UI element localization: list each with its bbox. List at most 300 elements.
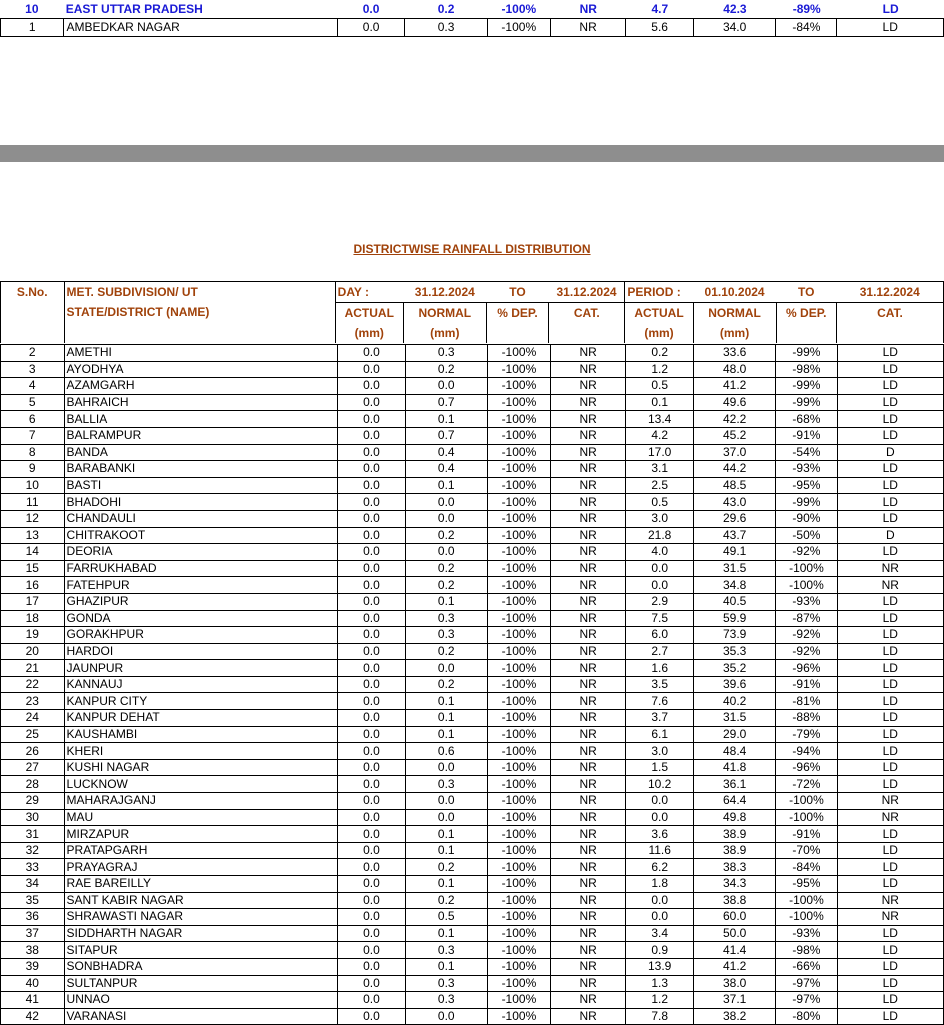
day-actual-cell: 0.0 [338, 892, 406, 909]
name-cell: BALRAMPUR [64, 427, 338, 444]
day-dep-cell: -100% [487, 992, 550, 1009]
day-dep-cell: -100% [487, 510, 550, 527]
day-normal-cell: 0.3 [405, 627, 487, 644]
day-normal-cell: 0.0 [405, 378, 487, 395]
sno-cell: 28 [1, 776, 65, 793]
period-dep-cell: -80% [776, 1008, 837, 1025]
day-dep-cell: -100% [487, 444, 550, 461]
day-cat-cell: NR [550, 19, 625, 37]
period-normal-cell: 40.2 [694, 693, 776, 710]
day-cat-cell: NR [551, 527, 626, 544]
day-dep-cell: -100% [487, 643, 550, 660]
period-normal-cell: 44.2 [694, 461, 776, 478]
period-cat-cell: LD [837, 992, 943, 1009]
period-normal-cell: 48.5 [694, 477, 776, 494]
period-dep-cell: -100% [776, 793, 837, 810]
sno-cell: 37 [1, 925, 65, 942]
period-actual-cell: 11.6 [626, 842, 694, 859]
period-cat-cell: NR [837, 892, 943, 909]
period-cat-cell: LD [837, 958, 943, 975]
name-cell: SITAPUR [64, 942, 338, 959]
period-cat-cell: LD [837, 477, 943, 494]
name-cell: PRATAPGARH [64, 842, 338, 859]
day-normal-cell: 0.2 [405, 859, 487, 876]
period-actual-cell: 0.9 [626, 942, 694, 959]
period-dep-cell: -90% [776, 510, 837, 527]
day-actual-cell: 0.0 [338, 726, 406, 743]
period-actual-cell: 7.6 [626, 693, 694, 710]
day-normal-cell: 0.1 [405, 593, 487, 610]
day-dep-cell: -100% [487, 477, 550, 494]
day-cat-cell: NR [551, 660, 626, 677]
table-row [1, 427, 944, 444]
day-cat-cell: NR [551, 510, 626, 527]
day-cat-cell: NR [551, 759, 626, 776]
name-cell: BAHRAICH [64, 394, 338, 411]
first-district-table [0, 18, 944, 37]
table-row [1, 361, 944, 378]
period-normal-cell: 50.0 [694, 925, 776, 942]
period-dep-cell: -94% [776, 743, 837, 760]
day-cat-cell: NR [551, 627, 626, 644]
day-actual-cell: 0.0 [338, 394, 406, 411]
sno-cell: 15 [1, 560, 65, 577]
day-dep-cell: -100% [487, 876, 550, 893]
period-normal-cell: 34.0 [693, 19, 775, 37]
period-cat-cell: LD [837, 494, 943, 511]
day-cat-cell: NR [551, 942, 626, 959]
table-row [1, 876, 944, 893]
page-title: DISTRICTWISE RAINFALL DISTRIBUTION [353, 242, 591, 256]
name-cell: AYODHYA [64, 361, 338, 378]
period-normal-cell: 31.5 [694, 710, 776, 727]
day-cat-cell: NR [551, 776, 626, 793]
name-cell: PRAYAGRAJ [64, 859, 338, 876]
header-dep-2: % DEP. [776, 303, 836, 324]
table-row [1, 610, 944, 627]
day-normal-cell: 0.3 [405, 776, 487, 793]
day-cat-cell: NR [551, 859, 626, 876]
sno-cell: 38 [1, 942, 65, 959]
period-dep-cell: -93% [776, 925, 837, 942]
period-dep-cell: -72% [776, 776, 837, 793]
day-dep-cell: -100% [487, 710, 550, 727]
sno-cell: 8 [1, 444, 65, 461]
day-cat-cell: NR [551, 876, 626, 893]
period-cat-cell: LD [837, 942, 943, 959]
day-actual-cell: 0.0 [338, 809, 406, 826]
sno-cell: 40 [1, 975, 65, 992]
period-cat-cell: LD [837, 776, 943, 793]
sno-cell: 13 [1, 527, 65, 544]
name-cell: BANDA [64, 444, 338, 461]
period-normal-cell: 41.2 [694, 378, 776, 395]
table-row [1, 560, 944, 577]
header-dep-1: % DEP. [486, 303, 548, 324]
period-normal-cell: 38.8 [694, 892, 776, 909]
table-row [1, 660, 944, 677]
table-row [1, 461, 944, 478]
name-cell: LUCKNOW [64, 776, 338, 793]
header-actual-1: ACTUAL [335, 303, 403, 324]
sno-cell: 4 [1, 378, 65, 395]
header-cat-2: CAT. [837, 303, 944, 324]
day-cat-cell: NR [551, 826, 626, 843]
period-dep-cell: -96% [776, 759, 837, 776]
period-cat-cell: LD [837, 361, 943, 378]
header-blank [549, 323, 625, 343]
sno-cell: 33 [1, 859, 65, 876]
subdivision-row-table [0, 0, 944, 18]
day-normal-cell: 0.1 [405, 826, 487, 843]
table-row [1, 826, 944, 843]
table-row [1, 925, 944, 942]
period-dep-cell: -87% [776, 610, 837, 627]
sno-cell: 34 [1, 876, 65, 893]
day-actual-cell: 0.0 [338, 610, 406, 627]
period-cat-cell: LD [837, 842, 943, 859]
period-cat-cell: LD [837, 427, 943, 444]
day-dep-cell: -100% [501, 1, 537, 16]
day-cat-cell: NR [551, 444, 626, 461]
name-cell: GHAZIPUR [64, 593, 338, 610]
period-actual-cell: 0.5 [626, 494, 694, 511]
name-cell: HARDOI [64, 643, 338, 660]
day-dep-cell: -100% [487, 660, 550, 677]
day-normal-cell: 0.1 [405, 710, 487, 727]
table-row [1, 676, 944, 693]
table-row [1, 378, 944, 395]
day-cat-cell: NR [551, 975, 626, 992]
period-normal-cell: 39.6 [694, 676, 776, 693]
sno-cell: 2 [1, 345, 65, 362]
period-actual-cell: 1.8 [626, 876, 694, 893]
period-dep-cell: -92% [776, 627, 837, 644]
day-actual-cell: 0.0 [338, 627, 406, 644]
table-row [1, 793, 944, 810]
period-normal-cell: 48.4 [694, 743, 776, 760]
day-dep-cell: -100% [487, 1008, 550, 1025]
day-cat-cell: NR [551, 361, 626, 378]
header-day-to: 31.12.2024 [549, 282, 625, 303]
day-actual-cell: 0.0 [338, 992, 406, 1009]
day-normal-cell: 0.3 [405, 610, 487, 627]
period-actual-cell: 3.1 [626, 461, 694, 478]
period-dep-cell: -93% [776, 461, 837, 478]
name-cell: AMBEDKAR NAGAR [64, 19, 337, 37]
sno-cell: 24 [1, 710, 65, 727]
sno-cell: 5 [1, 394, 65, 411]
period-normal-cell: 64.4 [694, 793, 776, 810]
day-cat-cell: NR [551, 427, 626, 444]
period-actual-cell: 0.0 [626, 560, 694, 577]
period-cat-cell: NR [837, 793, 943, 810]
day-actual-cell: 0.0 [338, 975, 406, 992]
period-cat-cell: LD [837, 411, 943, 428]
name-cell: BALLIA [64, 411, 338, 428]
period-dep-cell: -96% [776, 660, 837, 677]
sno-cell: 10 [1, 477, 65, 494]
day-actual-cell: 0.0 [338, 759, 406, 776]
day-actual-cell: 0.0 [338, 660, 406, 677]
table-header [0, 281, 944, 343]
period-dep-cell: -98% [776, 942, 837, 959]
period-cat-cell: D [837, 444, 943, 461]
period-dep-cell: -100% [776, 892, 837, 909]
table-row [1, 842, 944, 859]
period-normal-cell: 33.6 [694, 345, 776, 362]
period-actual-cell: 1.5 [626, 759, 694, 776]
period-normal-cell: 49.1 [694, 544, 776, 561]
table-row [1, 909, 944, 926]
period-dep-cell: -99% [776, 345, 837, 362]
period-normal-cell: 41.8 [694, 759, 776, 776]
table-row [1, 1008, 944, 1025]
period-dep-cell: -91% [776, 427, 837, 444]
period-actual-cell: 1.2 [626, 992, 694, 1009]
period-dep-cell: -97% [776, 992, 837, 1009]
period-actual-cell: 0.0 [626, 892, 694, 909]
table-row [1, 19, 944, 37]
period-normal-cell: 59.9 [694, 610, 776, 627]
day-actual-cell: 0.0 [338, 793, 406, 810]
sno-cell: 10 [25, 1, 39, 16]
day-dep-cell: -100% [487, 892, 550, 909]
name-cell: SIDDHARTH NAGAR [64, 925, 338, 942]
day-dep-cell: -100% [487, 544, 550, 561]
day-cat-cell: NR [551, 809, 626, 826]
sno-cell: 20 [1, 643, 65, 660]
name-cell: KANNAUJ [64, 676, 338, 693]
period-actual-cell: 2.9 [626, 593, 694, 610]
day-actual-cell: 0.0 [338, 743, 406, 760]
day-normal-cell: 0.1 [405, 958, 487, 975]
header-period-from: 01.10.2024 [693, 282, 776, 303]
day-dep-cell: -100% [487, 726, 550, 743]
name-cell: DEORIA [64, 544, 338, 561]
period-actual-cell: 0.0 [626, 809, 694, 826]
period-dep-cell: -98% [776, 361, 837, 378]
period-cat-cell: LD [837, 726, 943, 743]
header-mm-4: (mm) [693, 323, 776, 343]
day-dep-cell: -100% [487, 942, 550, 959]
sno-cell: 31 [1, 826, 65, 843]
table-row [1, 809, 944, 826]
day-dep-cell: -100% [487, 593, 550, 610]
period-actual-cell: 4.7 [651, 1, 669, 16]
day-normal-cell: 0.2 [405, 527, 487, 544]
sno-cell: 16 [1, 577, 65, 594]
period-dep-cell: -95% [776, 876, 837, 893]
header-blank [776, 323, 836, 343]
day-actual-cell: 0.0 [338, 444, 406, 461]
period-actual-cell: 3.0 [626, 743, 694, 760]
day-cat-cell: NR [551, 494, 626, 511]
period-normal-cell: 38.9 [694, 826, 776, 843]
day-normal-cell: 0.6 [405, 743, 487, 760]
table-row [1, 776, 944, 793]
header-sno: S.No. [1, 282, 65, 303]
day-dep-cell: -100% [487, 975, 550, 992]
period-dep-cell: -93% [776, 593, 837, 610]
sno-cell: 12 [1, 510, 65, 527]
day-cat-cell: NR [551, 544, 626, 561]
period-normal-cell: 35.2 [694, 660, 776, 677]
table-row [1, 859, 944, 876]
header-mm-2: (mm) [403, 323, 486, 343]
day-normal-cell: 0.3 [405, 975, 487, 992]
day-actual-cell: 0.0 [338, 776, 406, 793]
period-normal-cell: 37.0 [694, 444, 776, 461]
day-actual-cell: 0.0 [338, 411, 406, 428]
period-actual-cell: 2.5 [626, 477, 694, 494]
day-actual-cell: 0.0 [338, 427, 406, 444]
header-normal-1: NORMAL [403, 303, 486, 324]
period-cat-cell: LD [837, 710, 943, 727]
name-cell: VARANASI [64, 1008, 338, 1025]
name-cell: GONDA [64, 610, 338, 627]
period-actual-cell: 3.5 [626, 676, 694, 693]
day-actual-cell: 0.0 [338, 842, 406, 859]
period-cat-cell: LD [837, 610, 943, 627]
day-normal-cell: 0.5 [405, 909, 487, 926]
period-actual-cell: 0.1 [626, 394, 694, 411]
day-normal-cell: 0.0 [405, 544, 487, 561]
name-cell: KAUSHAMBI [64, 726, 338, 743]
day-cat-cell: NR [551, 577, 626, 594]
day-dep-cell: -100% [487, 776, 550, 793]
period-normal-cell: 38.0 [694, 975, 776, 992]
header-cat-1: CAT. [549, 303, 625, 324]
period-cat-cell: LD [837, 593, 943, 610]
day-cat-cell: NR [551, 461, 626, 478]
day-dep-cell: -100% [487, 958, 550, 975]
header-day-from: 31.12.2024 [403, 282, 486, 303]
period-actual-cell: 6.2 [626, 859, 694, 876]
header-normal-2: NORMAL [693, 303, 776, 324]
name-cell: SHRAWASTI NAGAR [64, 909, 338, 926]
name-cell: CHITRAKOOT [64, 527, 338, 544]
period-dep-cell: -84% [776, 19, 837, 37]
sno-cell: 17 [1, 593, 65, 610]
header-mm-3: (mm) [625, 323, 693, 343]
day-actual-cell: 0.0 [338, 345, 406, 362]
district-table-body [1, 345, 944, 1025]
table-row [1, 942, 944, 959]
day-normal-cell: 0.0 [405, 1008, 487, 1025]
sno-cell: 27 [1, 759, 65, 776]
day-dep-cell: -100% [487, 925, 550, 942]
period-dep-cell: -79% [776, 726, 837, 743]
day-dep-cell: -100% [487, 527, 550, 544]
day-normal-cell: 0.0 [405, 660, 487, 677]
period-actual-cell: 0.0 [626, 577, 694, 594]
sno-cell: 23 [1, 693, 65, 710]
subdivision-row [0, 0, 944, 18]
sno-cell: 19 [1, 627, 65, 644]
table-row [1, 726, 944, 743]
period-normal-cell: 43.0 [694, 494, 776, 511]
table-row [1, 444, 944, 461]
period-normal-cell: 73.9 [694, 627, 776, 644]
table-row [1, 527, 944, 544]
period-actual-cell: 5.6 [626, 19, 694, 37]
header-mm-1: (mm) [335, 323, 403, 343]
day-dep-cell: -100% [487, 842, 550, 859]
day-actual-cell: 0.0 [338, 710, 406, 727]
period-actual-cell: 7.8 [626, 1008, 694, 1025]
header-to-2: TO [776, 282, 836, 303]
period-normal-cell: 31.5 [694, 560, 776, 577]
period-cat-cell: LD [837, 461, 943, 478]
period-actual-cell: 3.0 [626, 510, 694, 527]
day-actual-cell: 0.0 [338, 1008, 406, 1025]
table-row [1, 958, 944, 975]
name-cell: AMETHI [64, 345, 338, 362]
day-actual-cell: 0.0 [338, 544, 406, 561]
day-actual-cell: 0.0 [338, 909, 406, 926]
table-row [1, 477, 944, 494]
period-dep-cell: -99% [776, 394, 837, 411]
sno-cell: 22 [1, 676, 65, 693]
sno-cell: 18 [1, 610, 65, 627]
day-cat-cell: NR [551, 726, 626, 743]
day-normal-cell: 0.2 [405, 676, 487, 693]
day-actual-cell: 0.0 [338, 510, 406, 527]
day-normal-cell: 0.0 [405, 510, 487, 527]
table-row [1, 627, 944, 644]
day-dep-cell: -100% [487, 19, 550, 37]
period-cat-cell: LD [837, 19, 944, 37]
name-cell: MAU [64, 809, 338, 826]
period-dep-cell: -91% [776, 676, 837, 693]
header-met-subdivision: MET. SUBDIVISION/ UT [64, 282, 335, 303]
sno-cell: 30 [1, 809, 65, 826]
period-dep-cell: -99% [776, 378, 837, 395]
period-cat-cell: LD [837, 826, 943, 843]
day-dep-cell: -100% [487, 560, 550, 577]
day-dep-cell: -100% [487, 345, 550, 362]
period-dep-cell: -88% [776, 710, 837, 727]
day-actual-cell: 0.0 [338, 942, 406, 959]
period-actual-cell: 4.2 [626, 427, 694, 444]
period-dep-cell: -100% [776, 909, 837, 926]
period-cat-cell: LD [837, 975, 943, 992]
period-dep-cell: -89% [792, 1, 821, 16]
period-actual-cell: 6.0 [626, 627, 694, 644]
header-blank [1, 303, 65, 324]
day-normal-cell: 0.3 [405, 942, 487, 959]
day-dep-cell: -100% [487, 411, 550, 428]
period-dep-cell: -66% [776, 958, 837, 975]
day-actual-cell: 0.0 [338, 643, 406, 660]
day-actual-cell: 0.0 [338, 560, 406, 577]
day-normal-cell: 0.1 [405, 477, 487, 494]
name-cell: JAUNPUR [64, 660, 338, 677]
header-state-district: STATE/DISTRICT (NAME) [64, 303, 335, 324]
day-actual-cell: 0.0 [338, 859, 406, 876]
table-row [1, 510, 944, 527]
day-dep-cell: -100% [487, 461, 550, 478]
sno-cell: 1 [1, 19, 64, 37]
day-actual-cell: 0.0 [338, 826, 406, 843]
period-actual-cell: 21.8 [626, 527, 694, 544]
header-blank [1, 323, 65, 343]
name-cell: FARRUKHABAD [64, 560, 338, 577]
period-cat-cell: LD [882, 1, 899, 16]
day-normal-cell: 0.1 [405, 876, 487, 893]
day-dep-cell: -100% [487, 826, 550, 843]
